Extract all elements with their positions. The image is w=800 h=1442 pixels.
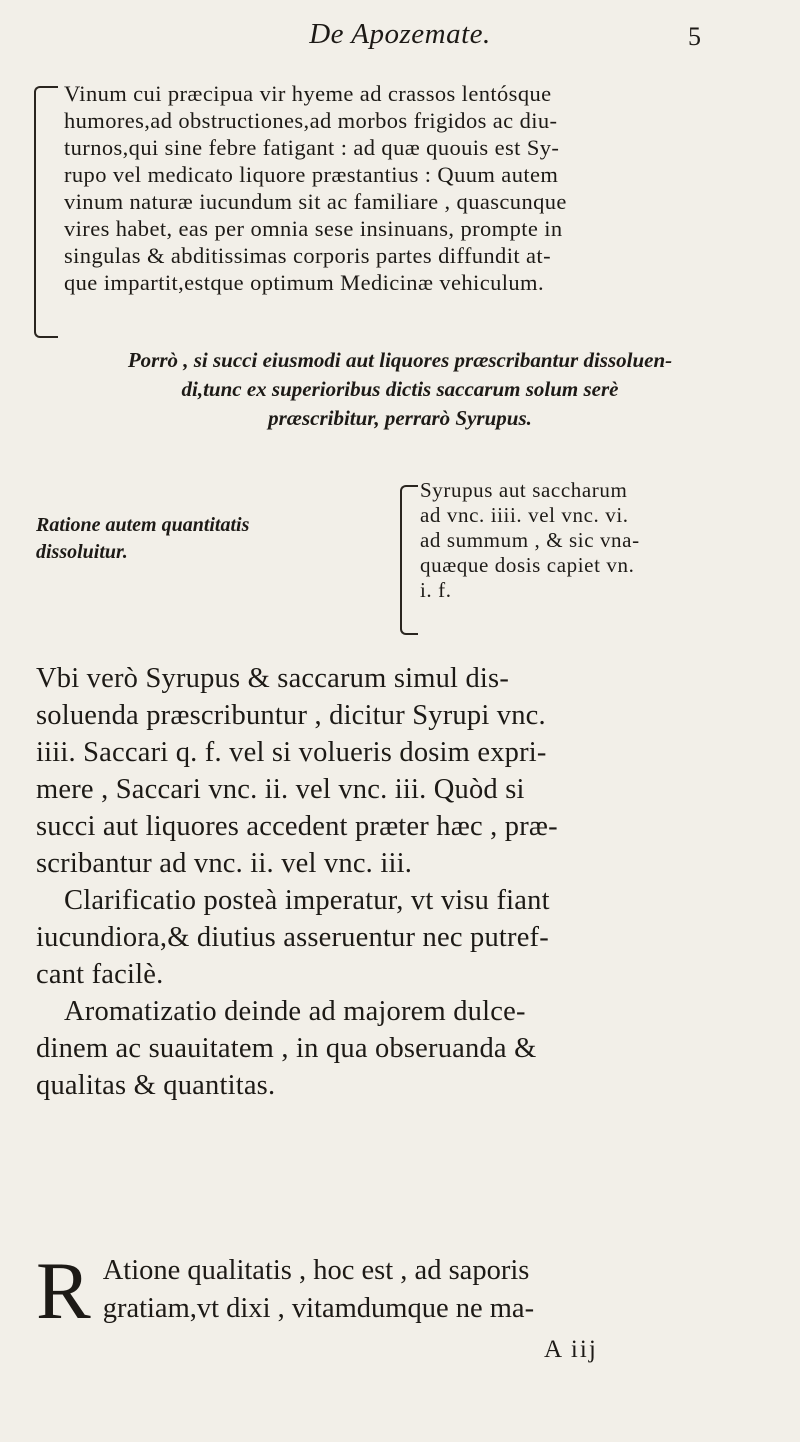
brace-bracket (34, 86, 58, 338)
page-number: 5 (688, 22, 701, 51)
text-line: præscribitur, perrarò Syrupus. (268, 406, 532, 430)
side-bracketed-paragraph (420, 478, 780, 603)
italic-rubric (0, 346, 800, 433)
text-line: iiii. Saccari q. f. vel si volueris dosim expri- (36, 737, 547, 768)
text-line: humores,ad obstructiones,ad morbos frigidos ac diu- (64, 108, 558, 133)
text-line: Syrupus aut saccharum (420, 478, 628, 502)
text-line: soluenda præscribuntur , dicitur Syrupi vnc. (36, 700, 546, 731)
closing-paragraph (36, 1245, 780, 1336)
text-line: cant facilè. (36, 959, 164, 990)
text-line: Ratione autem quantitatis (36, 514, 250, 536)
text-line: dinem ac suauitatem , in qua obseruanda & (36, 1033, 537, 1064)
text-line: Atione qualitatis , hoc est , ad saporis (102, 1255, 530, 1286)
margin-note (36, 512, 366, 566)
text-line: ad vnc. iiii. vel vnc. vi. (420, 503, 629, 527)
text-line: turnos,qui sine febre fatigant : ad quæ quouis est Sy- (64, 135, 560, 160)
brace-bracket (400, 485, 418, 635)
text-line: singulas & abditissimas corporis partes diffundit at- (64, 243, 551, 268)
text-line: Clarificatio posteà imperatur, vt visu fiant (64, 885, 550, 916)
text-line: dissoluitur. (36, 541, 128, 563)
drop-capital: R (36, 1245, 91, 1336)
body-text (36, 660, 780, 1104)
text-line: scribantur ad vnc. ii. vel vnc. iii. (36, 848, 413, 879)
text-line: vinum naturæ iucundum sit ac familiare , quascunque (64, 189, 567, 214)
paragraph (36, 882, 780, 993)
text-line: i. f. (420, 578, 452, 602)
text-line: vires habet, eas per omnia sese insinuans, prompte in (64, 216, 563, 241)
text-line: Aromatizatio deinde ad majorem dulce- (64, 996, 526, 1027)
signature-mark: A iij (544, 1336, 598, 1363)
text-line: qualitas & quantitas. (36, 1070, 276, 1101)
paragraph (36, 993, 780, 1104)
running-title: De Apozemate. (309, 18, 491, 50)
text-line: gratiam,vt dixi , vitamdumque ne ma- (102, 1293, 535, 1324)
text-line: Vbi verò Syrupus & saccarum simul dis- (36, 663, 510, 694)
text-line: di,tunc ex superioribus dictis saccarum solum serè (181, 377, 619, 401)
bracketed-paragraph (64, 80, 740, 296)
text-line: rupo vel medicato liquore præstantius : Quum autem (64, 162, 559, 187)
text-line: mere , Saccari vnc. ii. vel vnc. iii. Quòd si (36, 774, 525, 805)
text-line: iucundiora,& diutius asseruentur nec putref- (36, 922, 549, 953)
text-line: quæque dosis capiet vn. (420, 553, 635, 577)
paragraph (36, 660, 780, 882)
text-line: que impartit,estque optimum Medicinæ vehiculum. (64, 270, 544, 295)
text-line: Porrò , si succi eiusmodi aut liquores præscribantur dissoluen- (127, 348, 673, 372)
text-line: Vinum cui præcipua vir hyeme ad crassos lentósque (64, 81, 552, 106)
text-line: ad summum , & sic vna- (420, 528, 640, 552)
text-line: succi aut liquores accedent præter hæc , præ- (36, 811, 558, 842)
